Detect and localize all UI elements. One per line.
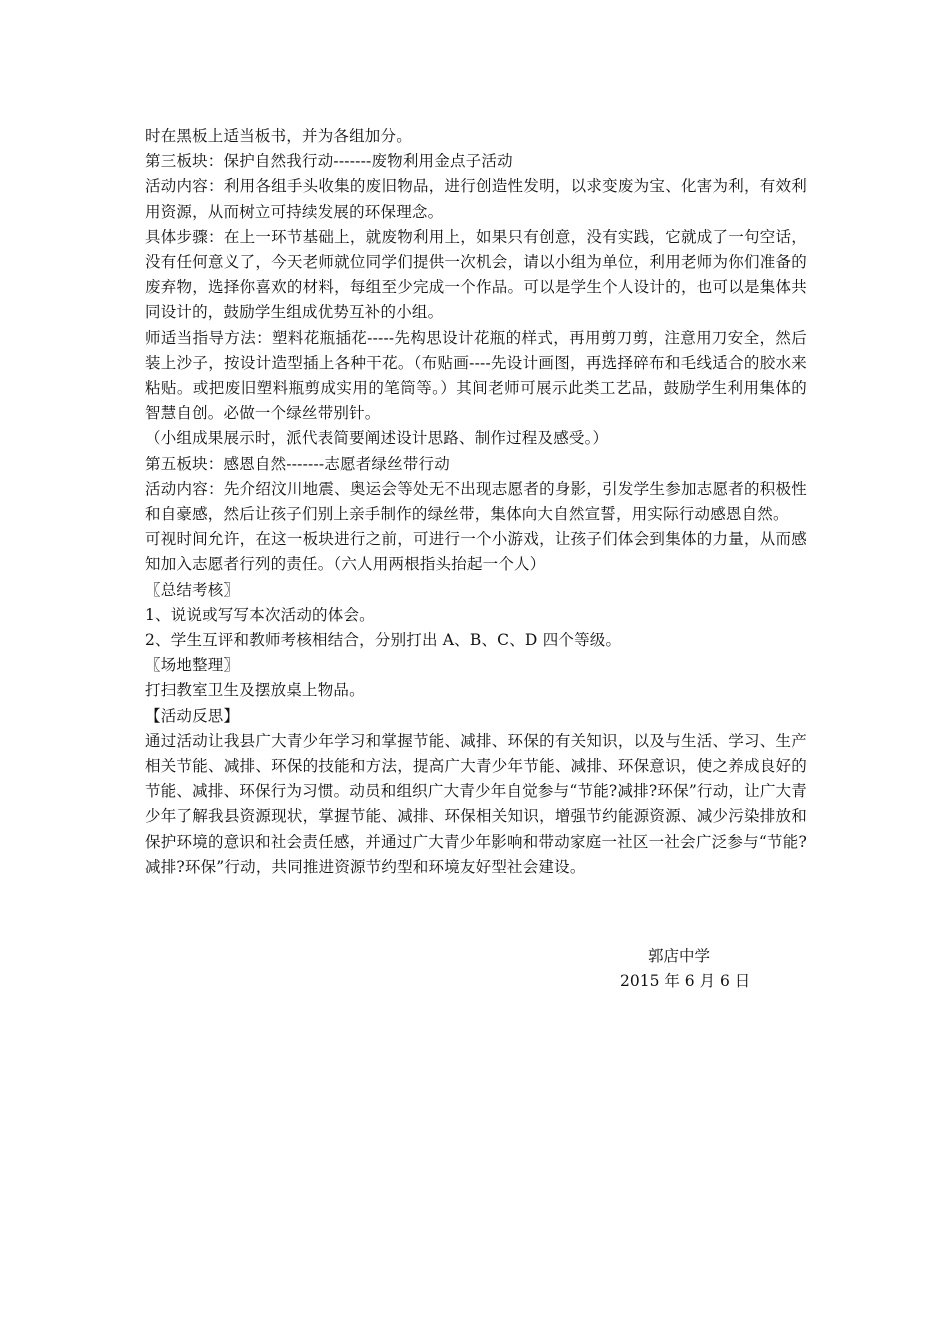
section-heading: 〖场地整理〗	[145, 656, 240, 675]
signature-organization: 郭店中学	[648, 947, 711, 965]
signature-block	[600, 944, 760, 994]
paragraph: （小组成果展示时，派代表简要阐述设计思路、制作过程及感受。）	[145, 429, 609, 448]
section-heading: 第三板块：保护自然我行动-------废物利用金点子活动	[145, 152, 513, 171]
paragraph: 师适当指导方法：塑料花瓶插花-----先构思设计花瓶的样式，再用剪刀剪，注意用刀安全，然后装上沙子，按设计造型插上各种干花。（布贴画----先设计画图，再选择碎布和毛线适合的胶水来粘贴。或把废旧塑料瓶剪成实用的笔筒等。）其间老师可展示此类工艺品，鼓励学生利用集体的智慧自创。必做一个绿丝带别针。	[145, 328, 807, 423]
section-heading: 〖总结考核〗	[145, 580, 240, 599]
paragraph: 活动内容：利用各组手头收集的废旧物品，进行创造性发明，以求变废为宝、化害为利，有效利用资源，从而树立可持续发展的环保理念。	[145, 177, 807, 221]
paragraph: 活动内容：先介绍汶川地震、奥运会等处无不出现志愿者的身影，引发学生参加志愿者的积极性和自豪感，然后让孩子们别上亲手制作的绿丝带，集体向大自然宣誓，用实际行动感恩自然。	[145, 479, 807, 524]
paragraph: 通过活动让我县广大青少年学习和掌握节能、减排、环保的有关知识，以及与生活、学习、生产相关节能、减排、环保的技能和方法，提高广大青少年节能、减排、环保意识，使之养成良好的节能、减排、环保行为习惯。动员和组织广大青少年自觉参与“节能?减排?环保”行动，让广大青少年了解我县资源现状，掌握节能、减排、环保相关知识，增强节约能源资源、减少污染排放和保护环境的意识和社会责任感，并通过广大青少年影响和带动家庭一社区一社会广泛参与“节能?减排?环保”行动，共同推进资源节约型和环境友好型社会建设。	[145, 731, 807, 876]
signature-date: 2015 年 6 月 6 日	[620, 972, 751, 991]
list-item: 1、说说或写写本次活动的体会。	[145, 605, 375, 624]
paragraph: 可视时间允许，在这一板块进行之前，可进行一个小游戏，让孩子们体会到集体的力量，从而感知加入志愿者行列的责任。（六人用两根指头抬起一个人）	[145, 530, 807, 574]
paragraph: 打扫教室卫生及摆放桌上物品。	[145, 681, 365, 700]
document-body	[145, 124, 807, 880]
section-heading: 【活动反思】	[145, 706, 240, 725]
list-item: 2、学生互评和教师考核相结合，分别打出 A、B、C、D 四个等级。	[145, 631, 622, 650]
paragraph: 时在黑板上适当板书，并为各组加分。	[145, 127, 412, 145]
paragraph: 具体步骤：在上一环节基础上，就废物利用上，如果只有创意，没有实践，它就成了一句空话，没有任何意义了，今天老师就位同学们提供一次机会，请以小组为单位，利用老师为你们准备的废弃物，选择你喜欢的材料，每组至少完成一个作品。可以是学生个人设计的，也可以是集体共同设计的，鼓励学生组成优势互补的小组。	[145, 227, 807, 322]
section-heading: 第五板块：感恩自然-------志愿者绿丝带行动	[145, 454, 450, 473]
